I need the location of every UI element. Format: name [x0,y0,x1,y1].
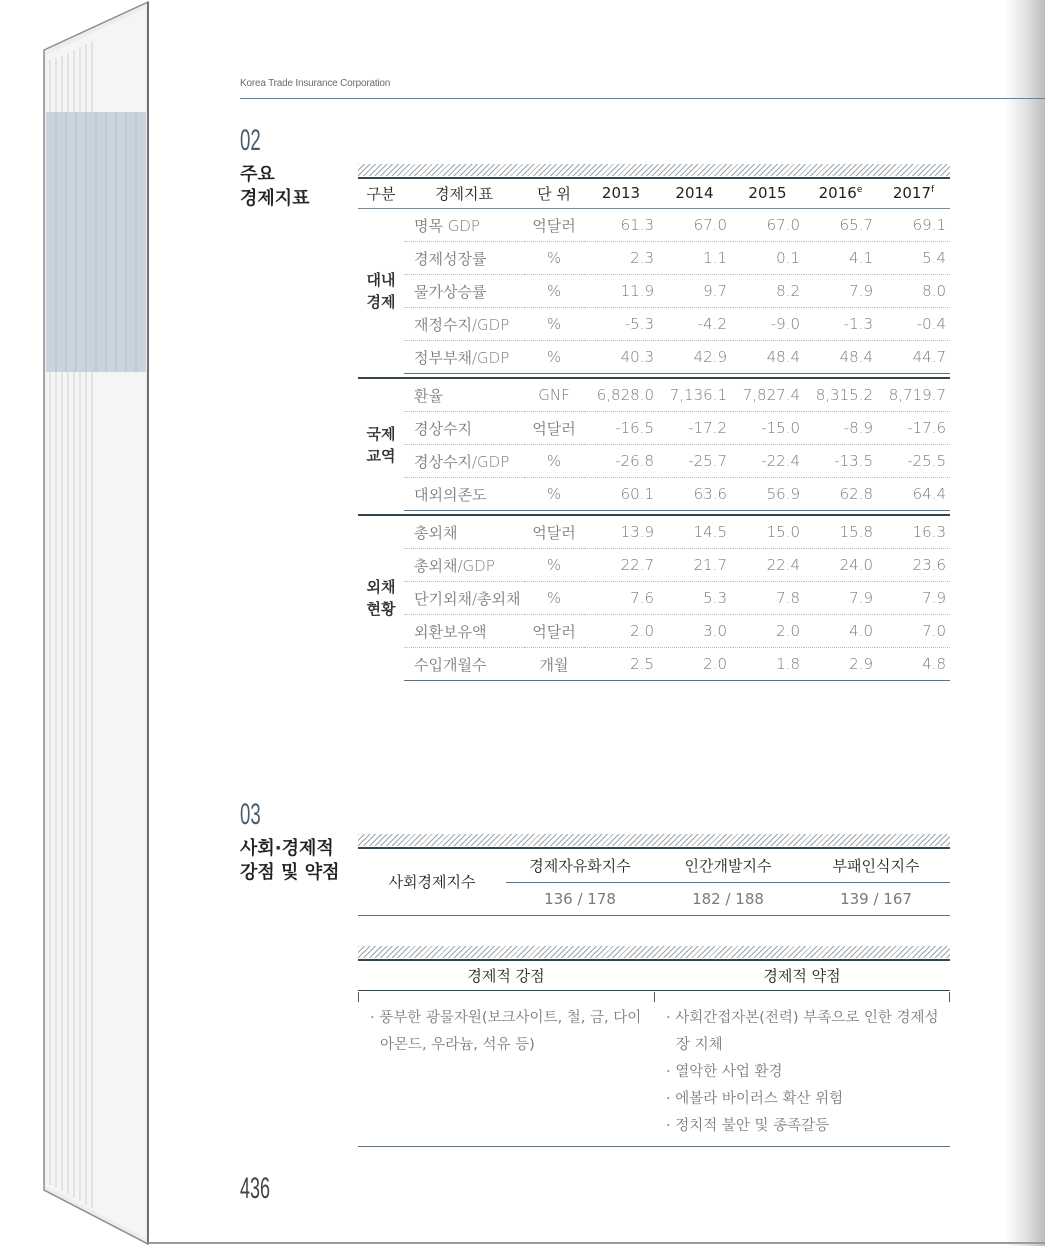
indicator-value: 2.3 [584,242,658,275]
table-row [358,549,950,582]
indicator-value: 7.9 [804,582,877,615]
indicators-body [358,209,950,681]
indicator-unit: 억달러 [524,615,584,648]
indicator-value: 7.8 [731,582,804,615]
indicator-value: 2.0 [731,615,804,648]
indicator-value: 22.4 [731,549,804,582]
table-row [358,648,950,681]
indicator-unit: % [524,275,584,308]
weaknesses-header: 경제적 약점 [763,966,841,985]
indicator-value: 7.9 [804,275,877,308]
table-row [358,209,950,242]
indicator-value: 7.9 [877,582,950,615]
indicator-unit: % [524,341,584,374]
column-tick [949,992,950,1002]
index-header-row [358,848,950,883]
table-header-row [358,178,950,209]
indicator-value: 2.5 [584,648,658,681]
header-unit: 단 위 [524,178,584,209]
index-header: 인간개발지수 [654,848,802,883]
group-label: 국제 교역 [358,378,404,511]
indicator-value: -17.2 [658,412,731,445]
indicator-value: 3.0 [658,615,731,648]
indicator-unit: 개월 [524,648,584,681]
indicator-name: 명목 GDP [404,209,524,242]
header-year: 2015 [731,178,804,209]
indicator-value: 13.9 [584,515,658,549]
indicator-value: 60.1 [584,478,658,511]
indicator-value: 42.9 [658,341,731,374]
strengths-list [368,1005,648,1059]
section-02-title: 주요 경제지표 [240,164,310,209]
indicator-name: 경상수지/GDP [404,445,524,478]
indicator-name: 총외채 [404,515,524,549]
indicator-value: -13.5 [804,445,877,478]
indicator-value: 8,719.7 [877,378,950,412]
header-year: 2017$^f$ [877,178,950,209]
indicator-value: -0.4 [877,308,950,341]
indicator-name: 경상수지 [404,412,524,445]
indicator-value: 4.8 [877,648,950,681]
weakness-item: · 에볼라 바이러스 확산 위험 [664,1086,944,1113]
indicator-name: 경제성장률 [404,242,524,275]
section-03-hatch-bar [358,834,950,846]
indicator-value: -8.9 [804,412,877,445]
indicator-name: 외환보유액 [404,615,524,648]
indicator-name: 정부부채/GDP [404,341,524,374]
table-row [358,515,950,549]
section-02-hatch-bar [358,164,950,176]
weaknesses-column [654,991,950,1146]
indicator-value: 8,315.2 [804,378,877,412]
indicator-name: 대외의존도 [404,478,524,511]
indicator-name: 단기외채/총외채 [404,582,524,615]
table-row [358,615,950,648]
table-row [358,308,950,341]
indicator-value: 63.6 [658,478,731,511]
index-value: 139 / 167 [802,883,950,916]
indicator-value: 40.3 [584,341,658,374]
table-row [358,242,950,275]
header-rule [240,98,1045,99]
indicator-value: 67.0 [731,209,804,242]
indicator-value: 15.0 [731,515,804,549]
indicator-value: 22.7 [584,549,658,582]
header-indicator: 경제지표 [404,178,524,209]
group-label: 대내 경제 [366,271,396,312]
indicator-value: 62.8 [804,478,877,511]
indicator-unit: 억달러 [524,515,584,549]
indicator-value: 8.0 [877,275,950,308]
index-header: 부패인식지수 [802,848,950,883]
strengths-weaknesses-table [358,960,950,1147]
table-row [358,275,950,308]
indicator-value: 14.5 [658,515,731,549]
indicator-value: 48.4 [804,341,877,374]
indicator-unit: % [524,582,584,615]
header-year: 2013 [584,178,658,209]
indicator-value: 5.3 [658,582,731,615]
indicator-name: 환율 [404,378,524,412]
running-head: Korea Trade Insurance Corporation [240,78,391,89]
indicator-value: 4.1 [804,242,877,275]
indicator-value: -15.0 [731,412,804,445]
book-spine-edge [0,0,150,1246]
index-value: 136 / 178 [506,883,654,916]
sw-header-row [358,960,950,991]
column-tick [654,992,655,1002]
indicator-value: -25.5 [877,445,950,478]
indicator-unit: GNF [524,378,584,412]
table-row [358,445,950,478]
indicator-value: 24.0 [804,549,877,582]
table-row [358,478,950,511]
indicator-value: 56.9 [731,478,804,511]
indicator-value: 67.0 [658,209,731,242]
indicator-name: 재정수지/GDP [404,308,524,341]
strengths-hatch-bar [358,946,950,958]
indicator-value: 7.0 [877,615,950,648]
indicator-value: 15.8 [804,515,877,549]
indicator-name: 물가상승률 [404,275,524,308]
indicator-value: 6,828.0 [584,378,658,412]
indicator-unit: % [524,549,584,582]
indicator-name: 수입개월수 [404,648,524,681]
table-row [358,412,950,445]
weaknesses-list [664,1005,944,1140]
indicator-value: 7,827.4 [731,378,804,412]
indicator-unit: % [524,242,584,275]
indicator-value: 44.7 [877,341,950,374]
table-row [358,582,950,615]
weakness-item: · 사회간접자본(전력) 부족으로 인한 경제성장 지체 [664,1005,944,1059]
table-row [358,341,950,374]
section-03-title: 사회·경제적 강점 및 약점 [240,838,340,883]
indicator-name: 총외채/GDP [404,549,524,582]
strengths-column [358,991,654,1146]
indicator-value: 5.4 [877,242,950,275]
social-economic-index-table [358,848,950,916]
indicator-value: 8.2 [731,275,804,308]
indicator-unit: % [524,445,584,478]
indicator-value: 4.0 [804,615,877,648]
page-bottom-edge [148,1242,1045,1244]
indicator-unit: % [524,308,584,341]
header-year: 2014 [658,178,731,209]
index-label: 사회경제지수 [358,848,506,916]
table-row [358,378,950,412]
indicator-unit: % [524,478,584,511]
indicator-value: 69.1 [877,209,950,242]
header-group: 구분 [358,178,404,209]
indicator-value: 16.3 [877,515,950,549]
index-value: 182 / 188 [654,883,802,916]
weakness-item: · 정치적 불안 및 종족갈등 [664,1113,944,1140]
indicator-value: 64.4 [877,478,950,511]
indicator-value: -26.8 [584,445,658,478]
indicator-value: 2.9 [804,648,877,681]
indicator-unit: 억달러 [524,412,584,445]
indicator-value: 23.6 [877,549,950,582]
indicator-value: 7,136.1 [658,378,731,412]
group-label: 외채 현황 [358,515,404,681]
indicator-value: 9.7 [658,275,731,308]
indicator-value: -1.3 [804,308,877,341]
economic-indicators-table [358,178,950,681]
weakness-item: · 열악한 사업 환경 [664,1059,944,1086]
indicator-value: 11.9 [584,275,658,308]
sw-body [358,991,950,1147]
page-number: 436 [240,1172,271,1205]
indicator-value: 2.0 [584,615,658,648]
indicator-value: -17.6 [877,412,950,445]
indicator-value: -16.5 [584,412,658,445]
section-02-number: 02 [240,124,261,157]
indicator-value: 2.0 [658,648,731,681]
page-gutter-shadow [1005,0,1045,1246]
indicator-value: -4.2 [658,308,731,341]
indicator-value: 7.6 [584,582,658,615]
column-tick [358,992,359,1002]
indicator-value: 0.1 [731,242,804,275]
indicator-value: -25.7 [658,445,731,478]
strengths-header: 경제적 강점 [467,966,545,985]
indicator-value: 61.3 [584,209,658,242]
header-year: 2016e [804,178,877,209]
indicator-unit: 억달러 [524,209,584,242]
indicator-value: -22.4 [731,445,804,478]
index-header: 경제자유화지수 [506,848,654,883]
indicator-value: 1.8 [731,648,804,681]
indicator-value: 65.7 [804,209,877,242]
indicator-value: -9.0 [731,308,804,341]
strength-item: · 풍부한 광물자원(보크사이트, 철, 금, 다이아몬드, 우라늄, 석유 등) [368,1005,648,1059]
indicator-value: 48.4 [731,341,804,374]
section-03-number: 03 [240,798,261,831]
indicator-value: 1.1 [658,242,731,275]
indicator-value: -5.3 [584,308,658,341]
indicator-value: 21.7 [658,549,731,582]
